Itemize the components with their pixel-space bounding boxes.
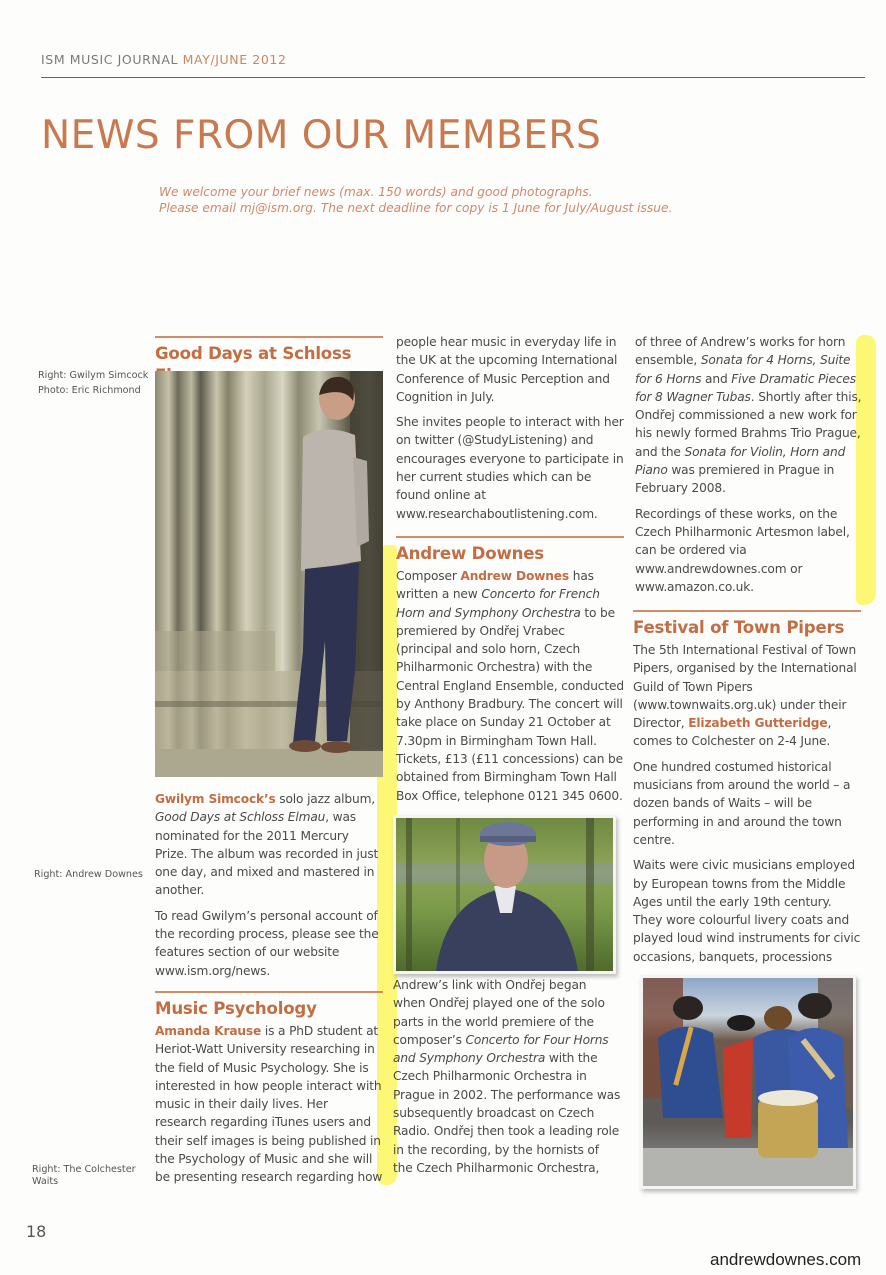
- pipers-paragraph-3: Waits were civic musicians employed by European towns from the Middle Ages until the early 19th century. They wore colourful livery coats and played loud wind instruments for civic occasions, banquets, processions: [633, 858, 861, 964]
- section-title-psychology: Music Psychology: [155, 999, 317, 1018]
- andrew-paragraph-2: [393, 976, 621, 1177]
- psychology-paragraph-2: She invites people to interact with her on twitter (@StudyListening) and encourages everyone to participate in her current studies which can be found online at www.researchaboutlistening.com.: [396, 415, 624, 521]
- text: has written a new: [396, 569, 594, 602]
- work-title: Concerto for French Horn and Symphony Orchestra: [396, 587, 600, 620]
- section-andrew: [396, 536, 624, 812]
- caption-waits: [32, 1164, 136, 1188]
- section-title-gwilym: Good Days at Schloss: [155, 344, 352, 363]
- section-rule: [155, 991, 383, 993]
- caption-andrew: Right: Andrew Downes: [34, 869, 143, 880]
- intro-line-2: Please email mj@ism.org. The next deadline for copy is 1 June for July/August issue.: [159, 201, 673, 215]
- text: was premiered in Prague in February 2008.: [635, 463, 835, 496]
- page-number: 18: [26, 1222, 47, 1241]
- andrew-name: Andrew Downes: [460, 569, 570, 583]
- elizabeth-name: Elizabeth Gutteridge: [688, 716, 828, 731]
- text: to be premiered by Ondřej Vrabec (principal and solo horn, Czech Philharmonic Orchestra) with the Central England Ensemble, conducted by Anthony Bradbury. The concert will take place on Sunday 21 October at 7.30pm in Birmingham Town Hall. Tickets, £13 (£11 concessions) can be obtained from Birmingham Town Hall Box Office, telephone 0121 345 0600.: [396, 605, 624, 803]
- text: is a PhD student at Heriot-Watt University researching in the field of Music Psychology. She is interested in how people interact with music in their daily lives. Her research regarding iTunes users and their self images is being published in the Psychology of Music and she will be presenting research regarding how: [155, 1024, 383, 1185]
- caption-photo-credit: Photo: Eric Richmond: [38, 385, 141, 396]
- section-rule: [633, 610, 861, 612]
- photo-waits-illustration: [643, 978, 853, 1186]
- header-rule: [41, 77, 865, 78]
- pipers-paragraph-1: [633, 641, 861, 751]
- text: with the Czech Philharmonic Orchestra in Prague in 2002. The performance was subsequently broadcast on Czech Radio. Ondřej then took a leading role in the recording, by the hornists of the Czech Philharmonic Orchestra,: [393, 1051, 621, 1175]
- gwilym-paragraph-1: [155, 790, 383, 900]
- section-pipers: [633, 610, 861, 973]
- text: . Shortly after this, Ondřej commissioned a new work for his newly formed Brahms Trio Prague, and the: [635, 389, 862, 459]
- text: solo jazz album,: [275, 792, 376, 806]
- photo-gwilym-simcock: [155, 371, 383, 777]
- album-title: Good Days at Schloss Elmau: [155, 810, 326, 825]
- section-psychology: [155, 991, 383, 1194]
- work-title: Concerto for Four Horns and Symphony Orchestra: [393, 1032, 609, 1066]
- work-title: Five Dramatic Pieces for 8 Wagner Tubas: [635, 371, 856, 404]
- section-title-pipers: Festival of Town Pipers: [633, 618, 845, 637]
- photo-andrew-downes: [393, 815, 616, 974]
- section-title-andrew: Andrew Downes: [396, 544, 544, 563]
- caption-line: Right: The Colchester: [32, 1164, 136, 1175]
- andrew-paragraph-3: [635, 333, 863, 498]
- text: , comes to Colchester on 2-4 June.: [633, 716, 832, 749]
- text: Composer: [396, 569, 461, 583]
- intro-text: [159, 184, 672, 216]
- work-title: Sonata for Violin, Horn and Piano: [635, 444, 846, 478]
- psychology-paragraph-1: [155, 1022, 383, 1187]
- section-gwilym-body: [155, 790, 383, 987]
- page-title: NEWS FROM OUR MEMBERS: [41, 113, 602, 158]
- caption-line: Waits: [32, 1176, 59, 1187]
- gwilym-paragraph-2: To read Gwilym’s personal account of the recording process, please see the features section of our website www.ism.org/news.: [155, 908, 379, 978]
- journal-name: ISM MUSIC JOURNAL: [41, 52, 179, 67]
- section-rule: [396, 536, 624, 538]
- text: of three of Andrew’s works for horn ensemble,: [635, 335, 846, 368]
- intro-line-1: We welcome your brief news (max. 150 words) and good photographs.: [159, 185, 593, 199]
- site-watermark: andrewdownes.com: [710, 1250, 862, 1269]
- pipers-paragraph-2: One hundred costumed historical musicians from around the world – a dozen bands of Waits – will be performing in and around the town centre.: [633, 759, 851, 847]
- andrew-paragraph-4: Recordings of these works, on the Czech Philharmonic Artesmon label, can be ordered via www.andrewdownes.com or www.amazon.co.uk.: [635, 506, 850, 594]
- work-title: Sonata for 4 Horns, Suite for 6 Horns: [635, 353, 851, 386]
- column-3: [635, 333, 863, 603]
- photo-colchester-waits: [640, 975, 856, 1189]
- caption-gwilym: [38, 368, 148, 398]
- amanda-name: Amanda Krause: [155, 1024, 262, 1038]
- section-rule: [155, 336, 383, 338]
- running-head: [41, 52, 287, 67]
- issue-date: MAY/JUNE 2012: [182, 52, 287, 67]
- psychology-paragraph-1-cont: people hear music in everyday life in the UK at the upcoming International Conference of Music Perception and Cognition in July.: [396, 335, 618, 404]
- photo-gwilym-illustration: [155, 371, 383, 777]
- text: , was nominated for the 2011 Mercury Prize. The album was recorded in just one day, and mixed and mastered in another.: [155, 810, 379, 898]
- photo-andrew-illustration: [396, 818, 613, 971]
- text: and: [701, 371, 732, 386]
- column-2: [396, 333, 624, 530]
- andrew-paragraph-1: [396, 567, 624, 805]
- andrew-paragraph-2-block: [393, 976, 621, 1184]
- text: The 5th International Festival of Town Pipers, organised by the International Guild of Town Pipers (www.townwaits.org.uk) under their Director,: [633, 643, 857, 731]
- gwilym-name: Gwilym Simcock’s: [155, 792, 276, 806]
- caption-line: Right: Gwilym Simcock: [38, 370, 149, 381]
- text: Andrew’s link with Ondřej began when Ondřej played one of the solo parts in the world premiere of the composer’s: [393, 978, 605, 1047]
